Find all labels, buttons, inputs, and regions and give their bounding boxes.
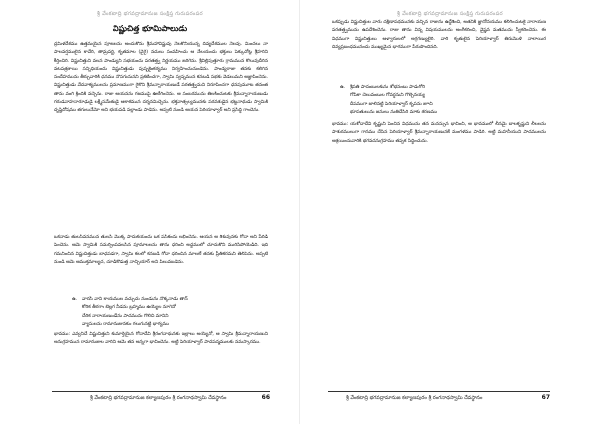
- verse-line: చేరిక నారాయణుఁడేను పాదమునఁ గొలిచి మానిని: [82, 313, 169, 319]
- verse-lines: [350, 84, 437, 118]
- verse-line: వ్యాసులను రామానుజునకుఁ గలుగునట్టి భాగ్యము: [82, 322, 169, 328]
- footer-text: శ్రీ వేంకటాద్రి భగవద్రామానుజ కల్యాణపురం శ్రీ రంగనాథస్వామి దేవస్థానం: [90, 395, 227, 401]
- meaning-paragraph: భావము: ఎవ్వనిచే విష్ణుచిత్తుని కుమార్తెయైన గోదాదేవి శ్రీరంగనాథునకు ఇల్లాలు అయ్యెనో, ఆ స్వామి శ్రీమన్నారాయణుని అనుగ్రహమున రామానుజుల వారిని ఆమె తన అన్నగా భావించెను. అట్టి పెరియాళ్వార్ పాదపద్మములకు నమస్కారము.: [54, 332, 268, 346]
- chapter-title: విష్ణుచిత్త భూమిపాలుడు: [112, 24, 188, 33]
- verse-line: శ్రీపతి పాదంబులకును శోభనంబు పాడఁగోరి: [350, 85, 425, 90]
- body-paragraph: ఒకనాడు తులసివనమున తులసి మొక్క పాదుకయందు ఒక పసికందు లభించెను. ఆయన ఆ శిశువునకు గోదా అని పేరిడి పెంచెను. ఆమె స్వామికి సమర్పింపవలసిన పూమాలలను తాను ధరించి అద్దములో చూచుకొని మురిసిపోయెడిది. ఇది గమనించిన విష్ణుచిత్తుడు బాధపడగా, స్వామి కలలో కనబడి గోదా ధరించిన మాలలే తనకు ప్రీతికరమని తెలిపెను. అప్పటి నుండి ఆమె ఆముక్తమాల్యద, చూడికొడుత్త నాచ్చియార్ అని పిలువబడెను.: [54, 235, 268, 265]
- verse-number: ఉ.: [340, 85, 346, 90]
- verse-number: ఉ.: [72, 297, 78, 302]
- verse-line: దీపముగా జాలినట్టి పెరియాళ్వార్ కృపను జూచి: [350, 101, 433, 107]
- verse-line: వారసి వాని కాయముల వచ్చుచు నుండును నొక్కనాడు తాన్: [82, 297, 188, 302]
- meaning-paragraph: భావము: యశోదాదేవి కృష్ణుని పెంచిన విధమును తన మనస్సున భావించి, ఆ భావములో లీనమై బాలకృష్ణుని లీలలను పాశురములుగా గానము చేసిన పెరియాళ్వార్ శ్రీమన్నారాయణునకే మంగళము పాడిరి. అట్టి మహనీయుని పాదములను ఆశ్రయించువారికి భగవదనుగ్రహము తప్పక సిద్ధించును.: [332, 122, 546, 144]
- footer-text: శ్రీ వేంకటాద్రి భగవద్రామానుజ కల్యాణపురం శ్రీ రంగనాథస్వామి దేవస్థానం: [346, 395, 483, 401]
- page-footer: [328, 391, 550, 404]
- verse-line: గోపికా చెలువంబుల గోవర్ధనుని గొల్చెనయ్య: [350, 93, 425, 99]
- body-paragraph: ద్రమిళదేశము ఉత్తమయైన పూజలను అందుకొను శ్రీమహావిష్ణువు నెలకొనియున్న దివ్యదేశముల నెలవు. మిందలు నా పాలవర్షములైన కావేరి, తామ్రపర్ణి, కృతమాల (వైగై) నదులు సంవహించు ఆ నేలయందు భక్తులు పెక్కుచోట్ల శ్రీహరిని కీర్తించిరి. విష్ణుచిత్తుని వలన పాండ్యుని సభయందు పరతత్త్వ నిర్ణయము జరిగెను. శ్రీవిల్లిపుత్తూరు గ్రామమున కొలువుదీరిన వటపత్రశాయి సన్నిధియందు విష్ణుచిత్తుడు పుష్పకైంకర్యము నిర్వహించుచుండెను. పాండ్యరాజు తనకు కలిగిన సందేహమును తీర్చువారికి ధనము నొసగుదునని ప్రకటించగా, స్వామి స్వప్నమున కనబడి సభకు వెడలుమని ఆజ్ఞాపించెను. విష్ణుచిత్తుడు వేదవాక్యములను ప్రమాణముగా గైకొని శ్రీమన్నారాయణుడే పరతత్త్వమని నిరూపించగా ధనపుమూట తనంత తాను వంగి క్రిందికి వచ్చెను. రాజు ఆయనను గజముపై ఊరేగించెను. ఆ సంబరమును తిలకించుటకు శ్రీమన్నారాయణుడు గరుడవాహనారూఢుడై లక్ష్మీసమేతుడై ఆకాశమున దర్శనమిచ్చెను. భక్తవాత్సల్యమునకు పరవశుడైన భట్టనాథుడు స్వామికి దృష్టిదోషము తగులునేమో అని భయపడి పల్లాండు పాడెను. అప్పటి నుండి ఆయన పెరియాళ్వార్ అని ప్రసిద్ధి గాంచెను.: [54, 42, 268, 114]
- verse-lines: [82, 296, 188, 330]
- body-paragraph: ఒకప్పుడు విష్ణుచిత్తుల వారు దక్షిణాపథమునకు వచ్చిన రాజును ఉద్దేశించి, అతనికి జ్ఞానోదయము కలిగించుటకై నారాయణ పరతత్త్వమును ఉపదేశించెను. రాజు తాను విన్న విషయములను అంగీకరించి, వైష్ణవ మతమును స్వీకరించెను. ఈ విధముగా విష్ణుచిత్తులు ఆళ్వారులలో అగ్రగణ్యులైరి. వారి కృతులైన పెరియాళ్వార్ తిరుమొళి నాలాయిర దివ్యప్రబంధమునందు ముఖ్యమైన భాగముగా పేరుపొందినది.: [332, 20, 546, 50]
- page-number: 66: [261, 394, 270, 401]
- page-footer: [52, 391, 270, 404]
- running-header: శ్రీ వేంకటాద్రి భగవద్రామానుజ సంక్షిప్త గురుపరంపర: [97, 11, 203, 17]
- running-header: శ్రీ వేంకటాద్రి భగవద్రామానుజ సంక్షిప్త గురుపరంపర: [397, 11, 503, 17]
- page-number: 67: [541, 394, 550, 401]
- right-page: [300, 0, 600, 424]
- verse-line: కోరిక తీరగాఁ బెల్లగ నీడను బ్రహ్మము ఉయ్యెల నూగెనో: [82, 305, 176, 311]
- verse-line: భూపతులును జనులు నుతిచేసిరి మాకు శరణము: [350, 110, 438, 116]
